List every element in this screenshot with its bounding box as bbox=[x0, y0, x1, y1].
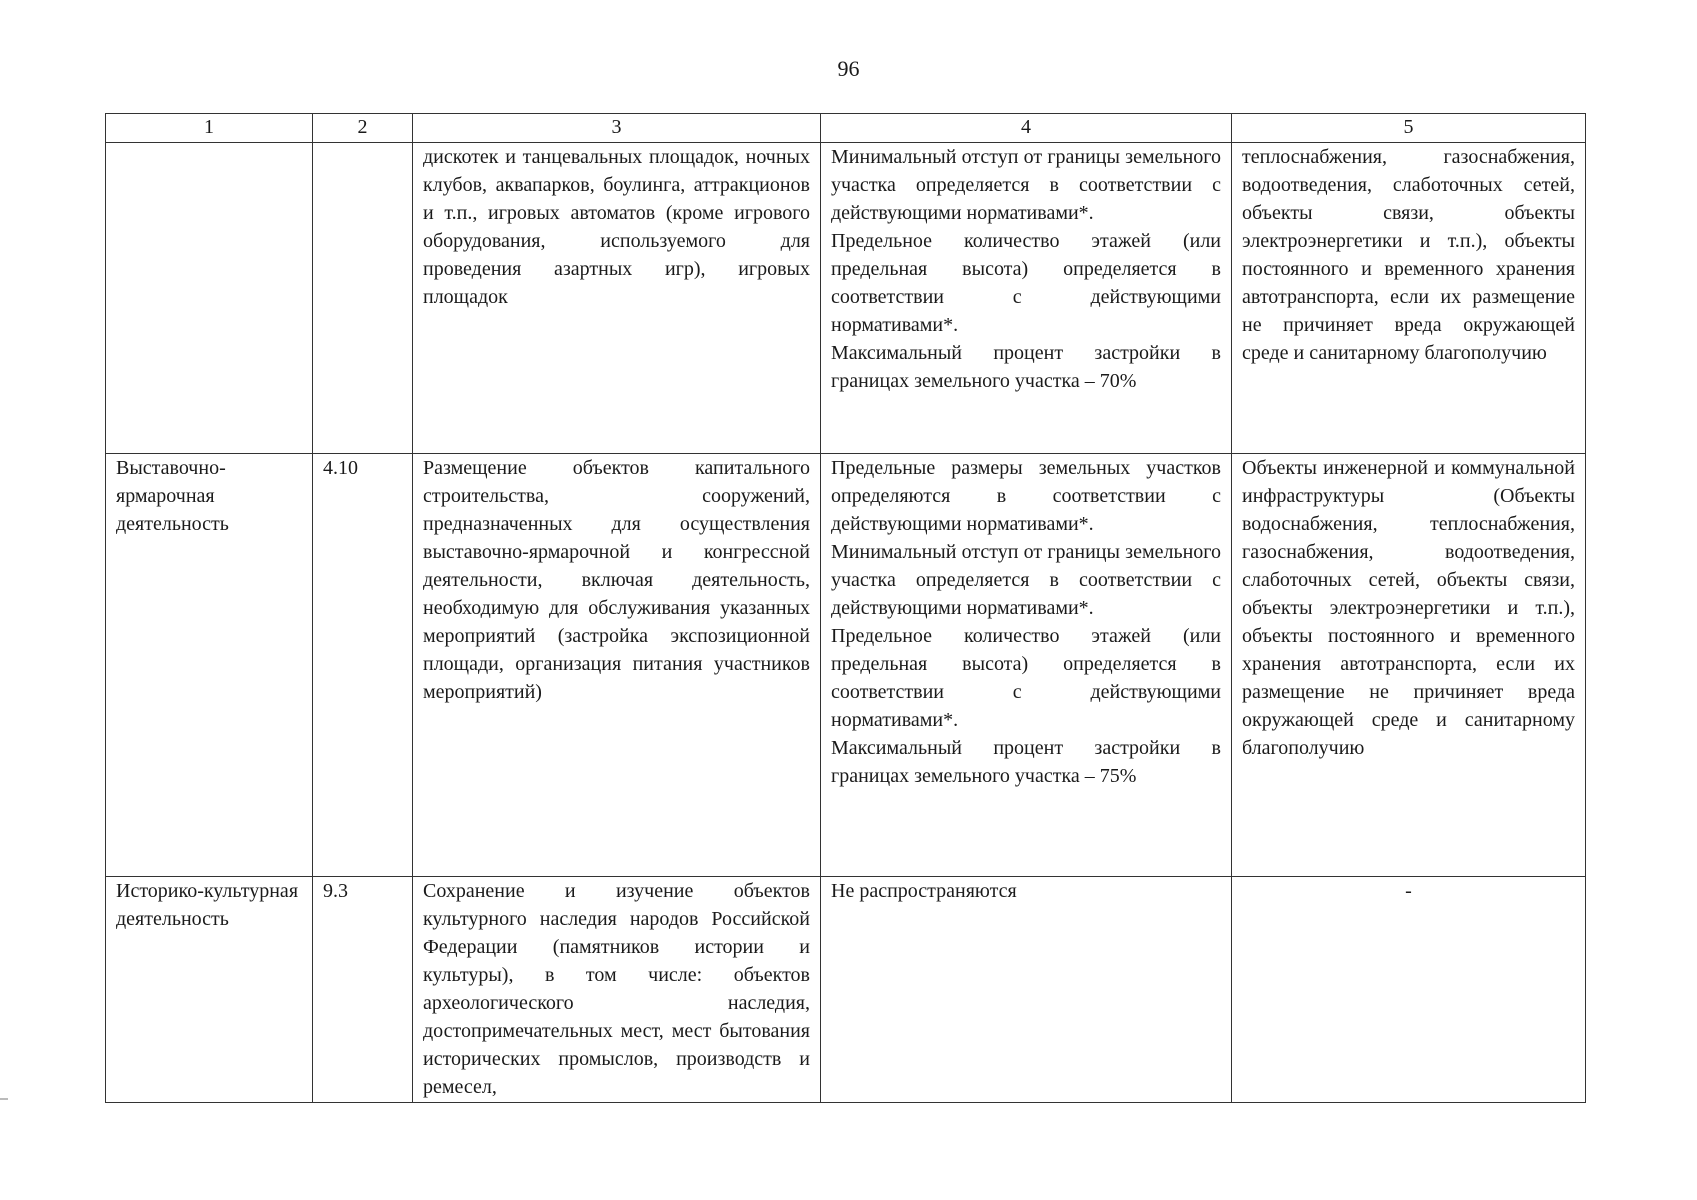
header-col-5: 5 bbox=[1232, 114, 1586, 143]
parameters-cell: Не распространяются bbox=[821, 877, 1232, 1103]
table-header-row bbox=[106, 114, 1586, 143]
parameter-line: Минимальный отступ от границы земельного участка определяется в соответствии с действующими нормативами*. bbox=[831, 541, 1221, 619]
activity-cell: Выставочно-ярмарочная деятельность bbox=[106, 454, 313, 877]
code-cell: 4.10 bbox=[313, 454, 413, 877]
auxiliary-cell: - bbox=[1232, 877, 1586, 1103]
zoning-table bbox=[105, 113, 1586, 1103]
header-col-4: 4 bbox=[821, 114, 1232, 143]
auxiliary-cell: теплоснабжения, газоснабжения, водоотведения, слаботочных сетей, объекты связи, объекты электроэнергетики и т.п.), объекты постоянного и временного хранения автотранспорта, если их размещение не причиняет вреда окружающей среде и санитарному благополучию bbox=[1232, 143, 1586, 454]
scan-artifact bbox=[0, 1098, 8, 1100]
header-col-3: 3 bbox=[413, 114, 821, 143]
parameter-line: Предельное количество этажей (или предельная высота) определяется в соответствии с действующими нормативами*. bbox=[831, 230, 1221, 336]
header-col-2: 2 bbox=[313, 114, 413, 143]
table-row bbox=[106, 454, 1586, 877]
table-row bbox=[106, 143, 1586, 454]
header-col-1: 1 bbox=[106, 114, 313, 143]
description-cell: Размещение объектов капитального строительства, сооружений, предназначенных для осуществления выставочно-ярмарочной и конгрессной деятельности, включая деятельность, необходимую для обслуживания указанных мероприятий (застройка экспозиционной площади, организация питания участников мероприятий) bbox=[413, 454, 821, 877]
page-number: 96 bbox=[837, 56, 860, 81]
parameters-cell bbox=[821, 143, 1232, 454]
activity-cell: Историко-культурная деятельность bbox=[106, 877, 313, 1103]
parameter-line: Предельные размеры земельных участков определяются в соответствии с действующими нормативами*. bbox=[831, 457, 1221, 535]
activity-cell bbox=[106, 143, 313, 454]
description-cell: дискотек и танцевальных площадок, ночных клубов, аквапарков, боулинга, аттракционов и т.п., игровых автоматов (кроме игрового оборудования, используемого для проведения азартных игр), игровых площадок bbox=[413, 143, 821, 454]
code-cell: 9.3 bbox=[313, 877, 413, 1103]
parameter-line: Предельное количество этажей (или предельная высота) определяется в соответствии с действующими нормативами*. bbox=[831, 625, 1221, 731]
parameter-line: Максимальный процент застройки в границах земельного участка – 70% bbox=[831, 342, 1221, 392]
parameter-line: Минимальный отступ от границы земельного участка определяется в соответствии с действующими нормативами*. bbox=[831, 146, 1221, 224]
table-row bbox=[106, 877, 1586, 1103]
auxiliary-cell: Объекты инженерной и коммунальной инфраструктуры (Объекты водоснабжения, теплоснабжения, газоснабжения, водоотведения, слаботочных сетей, объекты связи, объекты электроэнергетики и т.п.), объекты постоянного и временного хранения автотранспорта, если их размещение не причиняет вреда окружающей среде и санитарному благополучию bbox=[1232, 454, 1586, 877]
parameter-line: Максимальный процент застройки в границах земельного участка – 75% bbox=[831, 737, 1221, 787]
code-cell bbox=[313, 143, 413, 454]
description-cell: Сохранение и изучение объектов культурного наследия народов Российской Федерации (памятников истории и культуры), в том числе: объектов археологического наследия, достопримечательных мест, мест бытования исторических промыслов, производств и ремесел, bbox=[413, 877, 821, 1103]
parameters-cell bbox=[821, 454, 1232, 877]
